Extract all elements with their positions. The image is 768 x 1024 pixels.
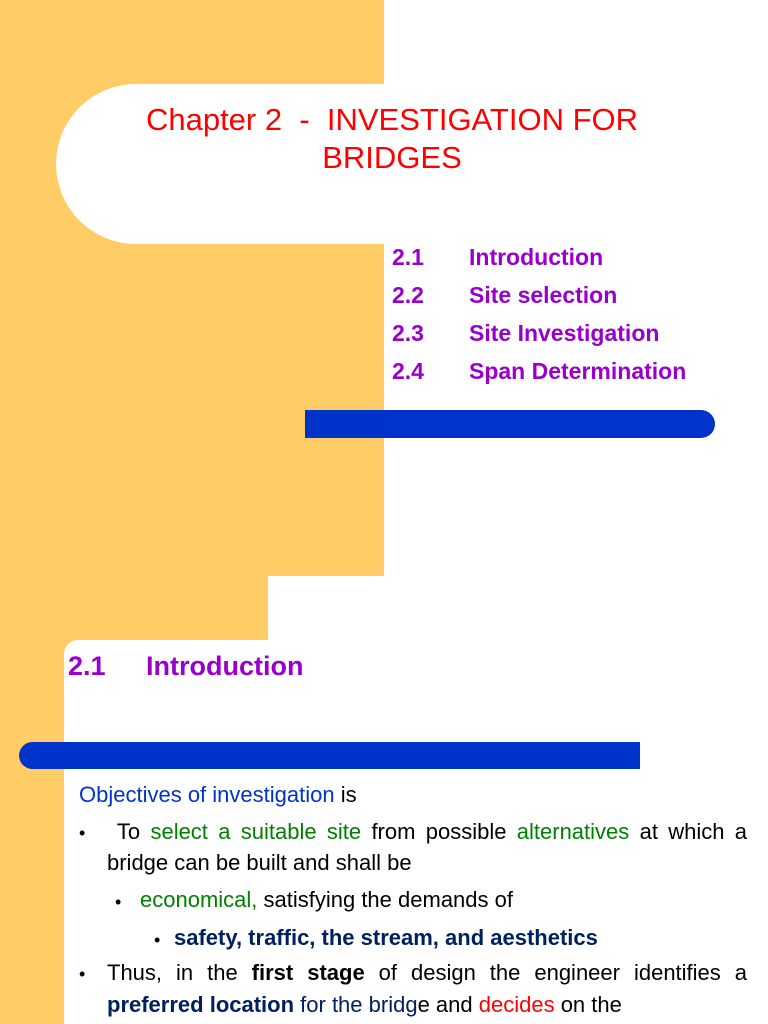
toc-number: 2.2: [392, 282, 424, 308]
highlight-decides: decides: [478, 992, 555, 1017]
highlight-first-stage: first stage: [251, 960, 365, 985]
section-number: 2.1: [68, 651, 106, 681]
sub-bullet-economical: [140, 885, 513, 915]
toc-label: Span Determination: [469, 358, 687, 384]
text-run: at which a bridge can be built and shall be: [107, 819, 748, 875]
text-run: for the bridg: [294, 992, 418, 1017]
toc-number: 2.3: [392, 320, 424, 346]
bullet-marker: •: [115, 892, 122, 912]
accent-side-strip: [0, 640, 64, 1024]
text-run: on the: [554, 992, 622, 1017]
highlight-preferred-location: preferred location: [107, 992, 295, 1017]
title-line-2: BRIDGES: [322, 140, 462, 175]
slide-2: [0, 576, 768, 1024]
objectives-line: [79, 780, 357, 810]
decorative-bar: [19, 742, 640, 769]
bullet-marker: •: [79, 964, 86, 984]
sub-bullet-demands: [174, 923, 598, 953]
toc-number: 2.1: [392, 244, 424, 270]
bullet-marker: •: [79, 823, 86, 843]
toc-label: Site Investigation: [469, 320, 660, 346]
toc-label: Introduction: [469, 244, 604, 270]
objectives-suffix: is: [334, 782, 357, 807]
toc-label: Site selection: [469, 282, 618, 308]
toc-number: 2.4: [392, 358, 424, 384]
text-run: satisfying the demands of: [257, 887, 513, 912]
text-run: e and: [417, 992, 479, 1017]
slide-title: [80, 101, 704, 177]
highlight-demands: safety, traffic, the stream, and aesthetics: [174, 925, 598, 950]
text-run: To: [107, 819, 151, 844]
title-line-1: Chapter 2 - INVESTIGATION FOR: [145, 102, 639, 137]
text-run: of design the engineer identifies a: [364, 960, 747, 985]
section-title: Introduction: [146, 651, 304, 681]
highlight-select-site: select a suitable site: [150, 819, 362, 844]
text-run: Thus, in the: [107, 960, 252, 985]
bullet-paragraph-2: [107, 957, 747, 1021]
objectives-text: Objectives of investigation: [79, 782, 335, 807]
highlight-alternatives: alternatives: [516, 819, 630, 844]
bullet-marker: •: [154, 930, 161, 950]
bullet-paragraph-1: [107, 816, 747, 878]
highlight-economical: economical,: [140, 887, 258, 912]
decorative-bar: [305, 410, 715, 438]
text-run: from possible: [361, 819, 517, 844]
